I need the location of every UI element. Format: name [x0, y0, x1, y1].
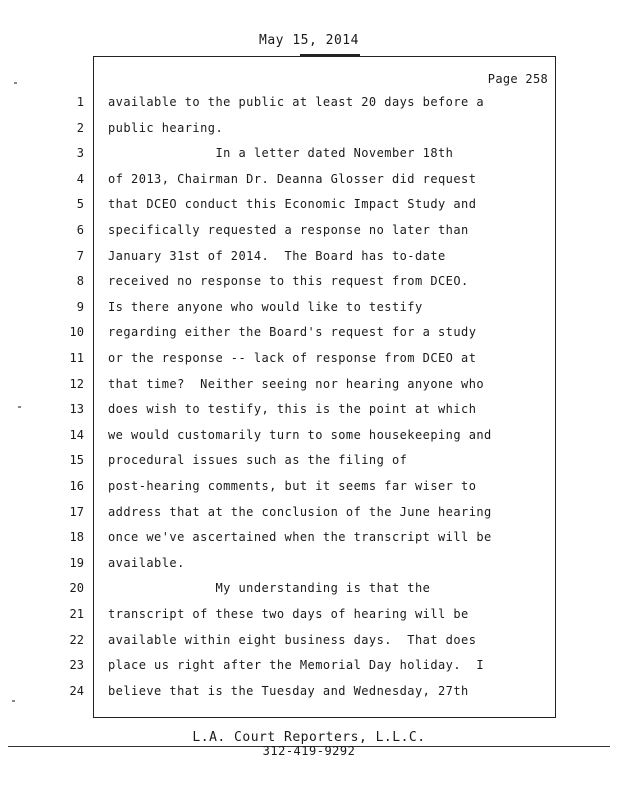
line-number: 17 — [69, 504, 84, 519]
line-text: address that at the conclusion of the June hearing — [108, 504, 492, 519]
line-text: My understanding is that the — [108, 581, 431, 596]
line-number: 7 — [76, 248, 84, 263]
line-number: 10 — [69, 325, 84, 340]
line-text: that DCEO conduct this Economic Impact Study and — [108, 197, 477, 212]
line-text: place us right after the Memorial Day holiday. I — [108, 658, 485, 673]
line-number: 23 — [69, 658, 84, 673]
line-text: available within eight business days. That does — [108, 632, 477, 647]
line-number: 13 — [69, 402, 84, 417]
line-text: believe that is the Tuesday and Wednesday, 27th — [108, 683, 469, 698]
line-number: 18 — [69, 530, 84, 545]
line-text: that time? Neither seeing nor hearing anyone who — [108, 376, 485, 391]
line-number: 24 — [69, 683, 84, 698]
line-text: we would customarily turn to some housekeeping and — [108, 427, 492, 442]
line-text: post-hearing comments, but it seems far wiser to — [108, 479, 477, 493]
page-number: Page 258 — [487, 72, 548, 86]
line-number: 14 — [69, 427, 84, 442]
line-text: once we've ascertained when the transcript will be — [108, 530, 492, 545]
line-number: 6 — [76, 223, 84, 237]
line-text: received no response to this request from DCEO. — [108, 274, 469, 289]
line-number: 11 — [69, 351, 84, 365]
line-text: or the response -- lack of response from DCEO at — [108, 351, 477, 365]
line-number: 19 — [69, 555, 84, 570]
line-number: 4 — [76, 171, 84, 186]
line-text: does wish to testify, this is the point at which — [108, 402, 477, 417]
line-text: available. — [108, 555, 185, 570]
line-number: 1 — [76, 95, 84, 109]
scan-speck — [18, 406, 21, 408]
line-number: 21 — [69, 607, 84, 621]
scan-speck — [14, 82, 17, 84]
line-number: 9 — [76, 299, 84, 314]
line-text: of 2013, Chairman Dr. Deanna Glosser did request — [108, 171, 477, 186]
line-number: 15 — [69, 453, 84, 468]
line-text: transcript of these two days of hearing will be — [108, 607, 469, 621]
header-date: May 15, 2014 — [259, 33, 359, 48]
footer-phone: 312-419-9292 — [262, 744, 356, 758]
line-text: public hearing. — [108, 120, 224, 135]
line-text: available to the public at least 20 days before a — [108, 95, 485, 109]
line-number: 2 — [76, 120, 84, 135]
line-number: 20 — [69, 581, 84, 596]
line-text: regarding either the Board's request for a study — [108, 325, 477, 340]
line-text: In a letter dated November 18th — [108, 146, 454, 161]
line-text: procedural issues such as the filing of — [108, 453, 408, 468]
line-number: 22 — [69, 632, 84, 647]
line-text: January 31st of 2014. The Board has to-date — [108, 248, 446, 263]
scan-speck — [12, 700, 15, 702]
line-number: 3 — [76, 146, 84, 161]
line-text: specifically requested a response no later than — [108, 223, 469, 237]
line-number: 12 — [69, 376, 84, 391]
line-number: 5 — [76, 197, 84, 212]
line-number: 8 — [76, 274, 84, 289]
footer-court-reporter: L.A. Court Reporters, L.L.C. — [192, 730, 426, 745]
line-number: 16 — [69, 479, 84, 493]
line-text: Is there anyone who would like to testify — [108, 299, 423, 314]
